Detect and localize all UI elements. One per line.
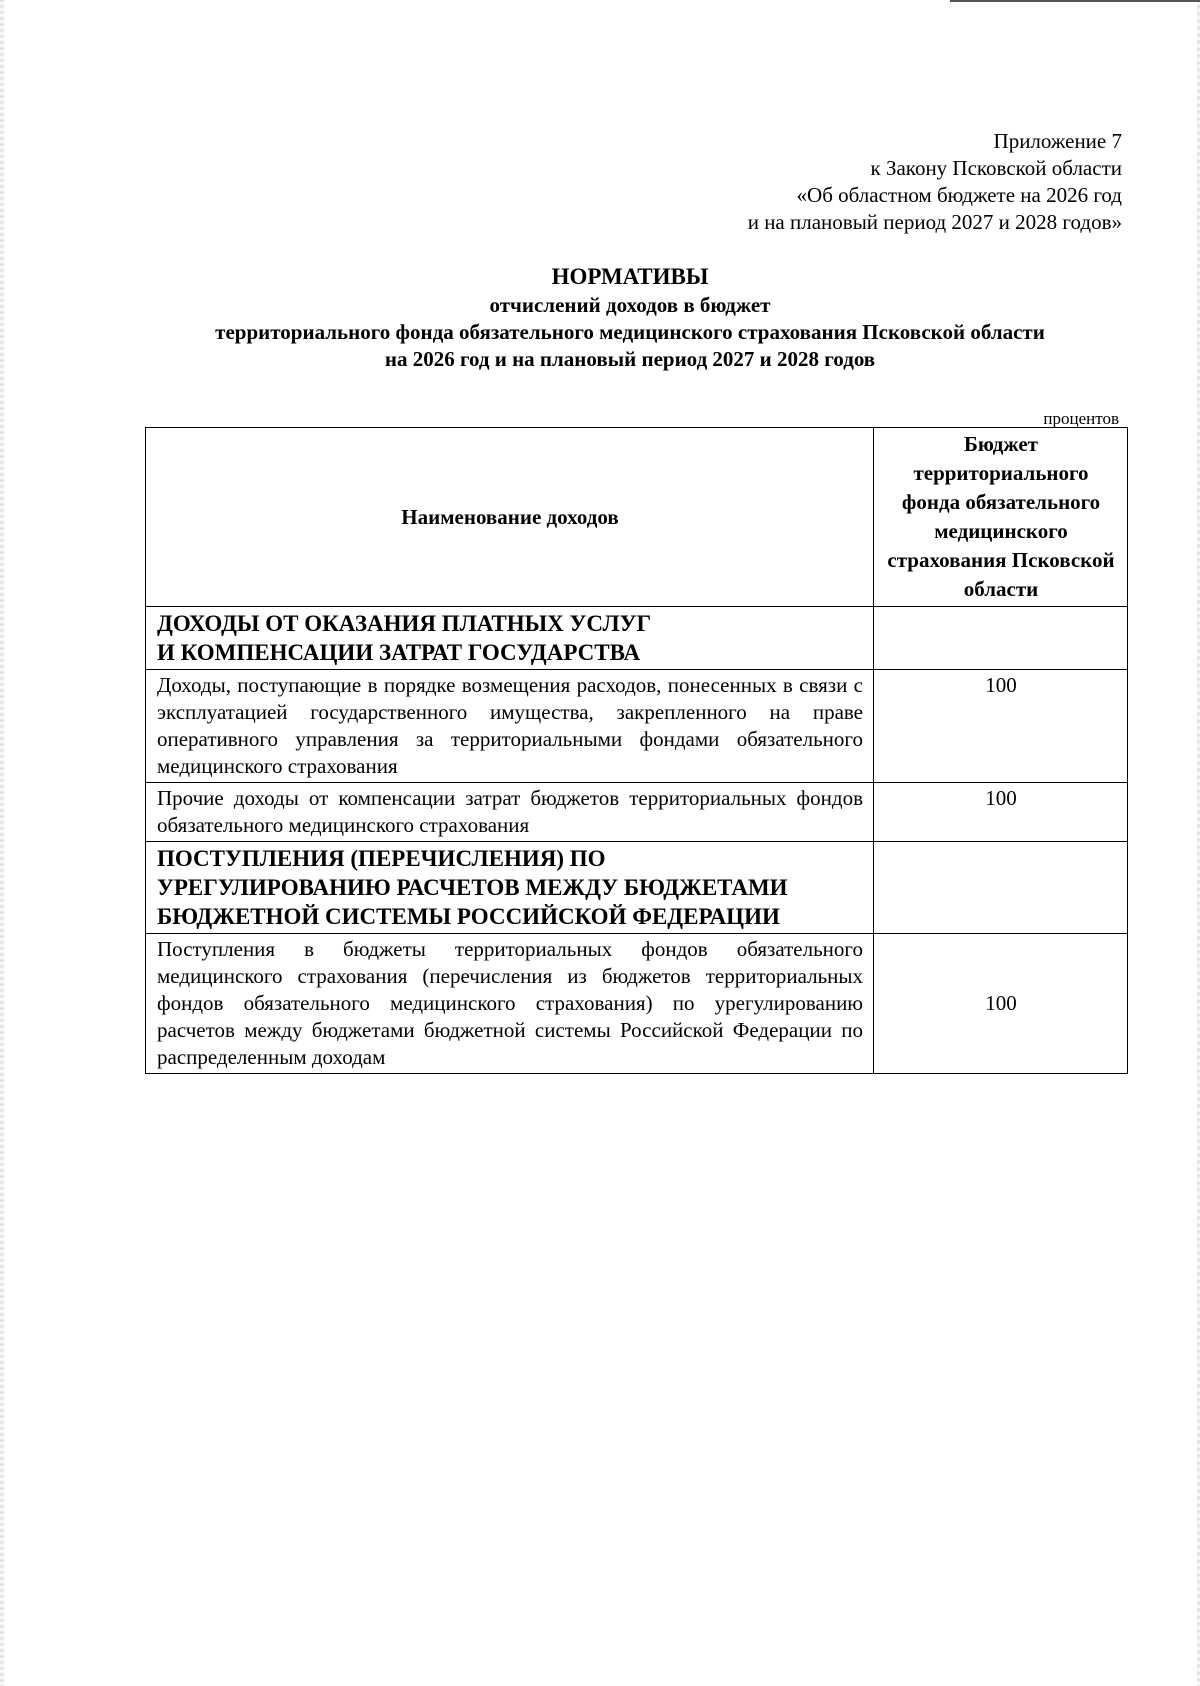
income-name-cell: Поступления в бюджеты территориальных фондов обязательного медицинского страхования (перечисления из бюджетов территориальных фондов обязательного медицинского страхования) по урегулированию расчетов между бюджетами бюджетной системы Российской Федерации по распределенным доходам [146, 934, 874, 1074]
table-row [146, 670, 1128, 783]
section-title-line: БЮДЖЕТНОЙ СИСТЕМЫ РОССИЙСКОЙ ФЕДЕРАЦИИ [157, 904, 780, 929]
norm-value-cell: 100 [874, 670, 1128, 783]
title-line-3: территориального фонда обязательного медицинского страхования Псковской области [215, 320, 1045, 344]
header-income-name: Наименование доходов [146, 428, 874, 607]
section-title-line: ДОХОДЫ ОТ ОКАЗАНИЯ ПЛАТНЫХ УСЛУГ [157, 611, 652, 636]
appendix-line-2: к Закону Псковской области [870, 156, 1122, 180]
appendix-line-3: «Об областном бюджете на 2026 год [796, 183, 1122, 207]
norm-value-cell: 100 [874, 783, 1128, 842]
section-title-line: ПОСТУПЛЕНИЯ (ПЕРЕЧИСЛЕНИЯ) ПО [157, 846, 606, 871]
title-line-4: на 2026 год и на плановый период 2027 и 2028 годов [384, 347, 876, 371]
section-title [146, 842, 874, 934]
appendix-line-1: Приложение 7 [993, 129, 1122, 153]
scan-edge-left [0, 0, 4, 1686]
table-row [146, 934, 1128, 1074]
title-main: НОРМАТИВЫ [551, 264, 709, 289]
table-row [146, 783, 1128, 842]
section-value [874, 842, 1128, 934]
section-title [146, 607, 874, 670]
header-budget: Бюджет территориального фонда обязательного медицинского страхования Псковской области [874, 428, 1128, 607]
unit-label: процентов [1043, 409, 1119, 428]
section-title-line: И КОМПЕНСАЦИИ ЗАТРАТ ГОСУДАРСТВА [157, 640, 641, 665]
section-title-line: УРЕГУЛИРОВАНИЮ РАСЧЕТОВ МЕЖДУ БЮДЖЕТАМИ [157, 875, 788, 900]
appendix-line-4: и на плановый период 2027 и 2028 годов» [747, 210, 1122, 234]
table-row-section-2 [146, 842, 1128, 934]
income-name-cell: Прочие доходы от компенсации затрат бюджетов территориальных фондов обязательного медицинского страхования [146, 783, 874, 842]
table-header-row [146, 428, 1128, 607]
scan-top-line [950, 0, 1200, 2]
appendix-reference [748, 128, 1122, 236]
section-value [874, 607, 1128, 670]
table-row-section-1 [146, 607, 1128, 670]
norm-value-cell: 100 [874, 934, 1128, 1074]
document-title [140, 262, 1120, 373]
norms-table [145, 427, 1128, 1074]
title-line-2: отчислений доходов в бюджет [489, 293, 771, 317]
income-name-cell: Доходы, поступающие в порядке возмещения расходов, понесенных в связи с эксплуатацией государственного имущества, закрепленного на праве оперативного управления за территориальными фондами обязательного медицинского страхования [146, 670, 874, 783]
